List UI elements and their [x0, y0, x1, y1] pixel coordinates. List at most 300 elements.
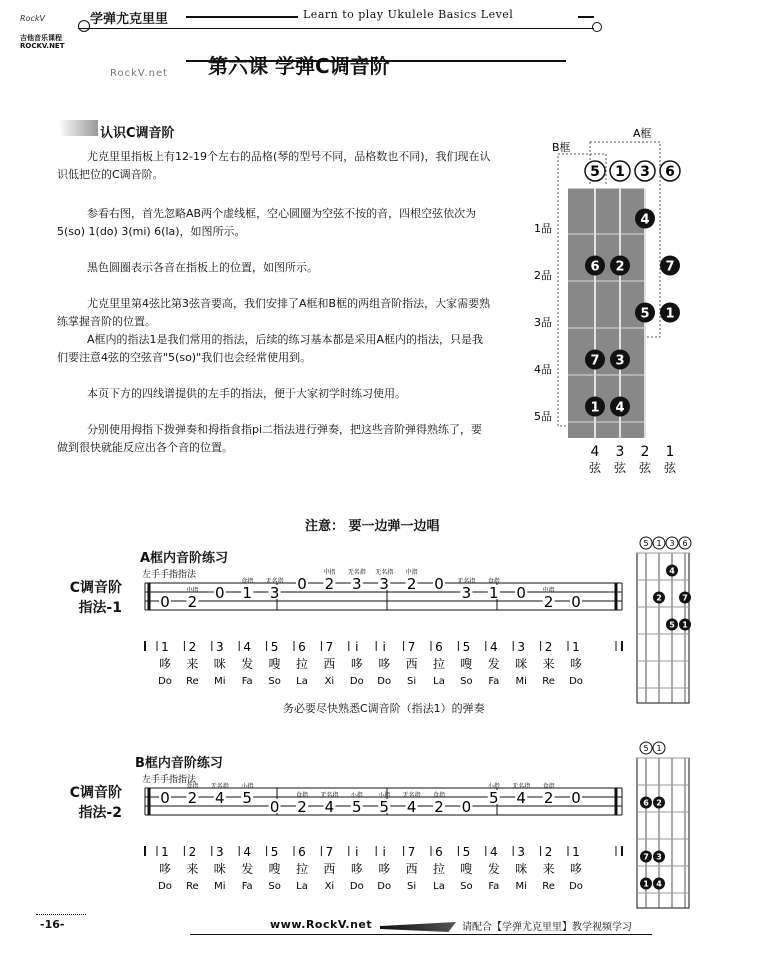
- mini-note-dot: [666, 565, 678, 577]
- chinese-syllable: 拉: [432, 862, 446, 876]
- solfa-number: 5: [462, 845, 471, 859]
- note-dot-label: 2: [615, 259, 625, 275]
- solfa-number: 7: [325, 845, 334, 859]
- note-dot-label: 5: [640, 306, 650, 322]
- mini-note-label: 7: [643, 852, 649, 862]
- exercise-a-label: [50, 578, 122, 618]
- exercise-a-label-2: 指法-1: [78, 600, 122, 616]
- solfa-number: 1: [572, 640, 580, 654]
- note-dot: [585, 397, 605, 417]
- mini-note-label: 4: [656, 879, 662, 889]
- solfa-number: 7: [407, 640, 416, 654]
- tab-fret-number: 3: [379, 575, 389, 593]
- tab-note: [406, 568, 418, 593]
- mini-open-marker: [653, 742, 665, 754]
- tab-note: [403, 791, 421, 816]
- finger-label: 小指: [378, 792, 391, 799]
- solfege-syllable: So: [268, 881, 281, 892]
- tab-fret-number: 0: [434, 575, 444, 593]
- chinese-syllable: 来: [186, 657, 199, 671]
- finger-label: 食指: [487, 578, 500, 585]
- finger-label: 食指: [295, 792, 309, 799]
- fret-label: 1品: [534, 222, 552, 235]
- solfa-number: i: [355, 640, 359, 654]
- open-string-label: 3: [640, 164, 650, 180]
- site-label: [20, 34, 65, 50]
- tab-fret-number: 5: [242, 789, 252, 807]
- solfege-syllable: Si: [407, 676, 417, 687]
- tab-fret-number: 0: [160, 789, 170, 807]
- paragraph-3: 黑色圆圈表示各音在指板上的位置，如图所示。: [87, 261, 318, 274]
- chinese-syllable: 拉: [295, 657, 309, 671]
- solfa-number: 7: [407, 845, 416, 859]
- exercise-b-label: [50, 783, 122, 823]
- note-dot-label: 1: [665, 306, 675, 322]
- finger-label: 无名指: [375, 569, 394, 576]
- solfege-syllable: So: [268, 676, 281, 687]
- solfege-syllable: Do: [158, 881, 172, 892]
- tab-note: [186, 586, 198, 611]
- tab-fret-number: 2: [434, 798, 444, 816]
- tab-note: [433, 791, 445, 816]
- finger-label: 无名指: [402, 792, 421, 799]
- string-word: 弦: [588, 461, 602, 475]
- chinese-syllable: 来: [542, 657, 555, 671]
- finger-label: 食指: [542, 783, 555, 790]
- solfa-number: 4: [489, 845, 498, 859]
- tab-fret-number: 3: [352, 575, 362, 593]
- header-rule-3: [78, 28, 594, 29]
- mini-open-marker: [640, 742, 652, 754]
- solfege-syllable: Do: [349, 881, 364, 892]
- tab-fret-number: 2: [297, 798, 307, 816]
- solfa-number: 6: [298, 845, 306, 859]
- mini-note-dot: [653, 851, 665, 863]
- finger-label: 食指: [432, 792, 446, 799]
- solfa-number: 3: [517, 845, 526, 859]
- solfa-number: 2: [544, 640, 553, 654]
- finger-label: 无名指: [210, 783, 229, 790]
- string-word: 弦: [638, 461, 652, 475]
- tab-fret-number: 2: [187, 593, 198, 611]
- finger-label: 小指: [241, 783, 254, 790]
- exercise-b-tab: [130, 770, 630, 895]
- paragraph-2: 参看右图，首先忽略AB两个虚线框，空心圆圈为空弦不按的音，四根空弦依次为 5(so) 1(do) 3(mi) 6(la)，如图所示。: [57, 207, 477, 238]
- note-dot-label: 6: [590, 259, 600, 275]
- solfege-syllable: So: [460, 881, 473, 892]
- tab-fret-number: 3: [461, 584, 472, 602]
- note-dot-label: 4: [615, 400, 625, 416]
- tab-fret-number: 5: [352, 798, 362, 816]
- solfege-syllable: Fa: [241, 881, 253, 892]
- tab-note: [320, 791, 338, 816]
- exercise-a-tab: [130, 565, 630, 690]
- mini-note-dot: [679, 592, 691, 604]
- open-string-label: 5: [590, 164, 600, 180]
- mini-open-label: 6: [682, 539, 688, 548]
- chinese-syllable: 嗖: [460, 657, 473, 671]
- paragraph-1: 尤克里里指板上有12-19个左右的品格(琴的型号不同，品格数也不同)，我们现在认识低把位的C调音阶。: [57, 150, 491, 181]
- tab-note: [543, 586, 555, 611]
- mini-open-label: 5: [643, 539, 649, 548]
- mini-note-label: 7: [682, 593, 688, 603]
- tab-fret-number: 5: [379, 798, 389, 816]
- mini-note-dot: [640, 851, 652, 863]
- solfege-syllable: Xi: [324, 881, 335, 892]
- open-string-label: 1: [615, 164, 625, 180]
- solfa-number: i: [382, 845, 386, 859]
- mini-open-label: 5: [643, 744, 649, 753]
- solfege-syllable: Fa: [488, 881, 500, 892]
- mini-note-dot: [653, 592, 665, 604]
- book-title: 学弹尤克里里: [90, 12, 169, 27]
- exercise-b-label-2: 指法-2: [78, 805, 122, 821]
- solfege-syllable: Re: [186, 881, 199, 892]
- site-label-cn: 吉他音乐课程: [20, 34, 62, 42]
- tab-note: [512, 782, 530, 807]
- solfege-syllable: Mi: [515, 676, 527, 687]
- solfa-number: 1: [161, 845, 169, 859]
- mini-note-label: 2: [656, 798, 662, 808]
- solfege-syllable: So: [460, 676, 473, 687]
- chinese-syllable: 咪: [213, 862, 226, 876]
- chinese-syllable: 发: [241, 657, 254, 671]
- exercise-a-title: A框内音阶练习: [140, 551, 229, 566]
- header-rule-2: [578, 16, 594, 18]
- tab-note: [186, 782, 198, 807]
- note-dot-label: 4: [640, 212, 650, 228]
- solfa-number: 5: [462, 640, 471, 654]
- finger-label: 中指: [405, 569, 418, 576]
- tab-note: [159, 593, 171, 611]
- tab-fret-number: 4: [324, 798, 335, 816]
- mini-note-dot: [640, 797, 652, 809]
- mini-open-marker: [640, 537, 652, 549]
- site-label-en: ROCKV.NET: [20, 42, 65, 50]
- chinese-syllable: 哆: [158, 657, 172, 671]
- solfege-syllable: Re: [542, 676, 555, 687]
- exercise-a-label-1: C调音阶: [69, 580, 122, 596]
- note-dot: [610, 256, 630, 276]
- tab-fret-number: 4: [516, 789, 526, 807]
- tab-note: [515, 584, 527, 602]
- chinese-syllable: 来: [186, 862, 199, 876]
- solfege-syllable: Do: [569, 676, 583, 687]
- tab-note: [351, 791, 363, 816]
- finger-label: 无名指: [512, 783, 531, 790]
- tab-note: [323, 568, 335, 593]
- solfege-syllable: Mi: [214, 881, 226, 892]
- finger-label: 食指: [186, 783, 199, 790]
- chinese-syllable: 哆: [350, 862, 363, 876]
- mini-note-dot: [640, 878, 652, 890]
- finger-label: 无名指: [347, 569, 366, 576]
- tab-note: [378, 791, 390, 816]
- tab-note: [488, 577, 500, 602]
- tab-fret-number: 2: [324, 575, 335, 593]
- chinese-syllable: 发: [241, 862, 254, 876]
- solfege-syllable: La: [296, 676, 308, 687]
- finger-label: 无名指: [320, 792, 339, 799]
- mini-open-marker: [653, 537, 665, 549]
- chinese-syllable: 发: [487, 657, 500, 671]
- chinese-syllable: 咪: [515, 862, 528, 876]
- tab-fret-number: 2: [187, 789, 198, 807]
- tab-fret-number: 3: [269, 584, 280, 602]
- solfege-syllable: Do: [158, 676, 172, 687]
- tab-note: [269, 798, 281, 816]
- lesson-title: 第六课 学弹C调音阶: [208, 54, 390, 78]
- chinese-syllable: 嗖: [268, 862, 281, 876]
- exercise-b-title: B框内音阶练习: [135, 756, 223, 771]
- chinese-syllable: 哆: [378, 862, 391, 876]
- tab-note: [211, 782, 229, 807]
- fretboard-diagram: [530, 125, 677, 480]
- header-rule-1: [186, 16, 298, 18]
- mini-note-dot: [679, 619, 691, 631]
- chinese-syllable: 拉: [432, 657, 446, 671]
- chinese-syllable: 咪: [515, 657, 528, 671]
- paragraph-6: 本页下方的四线谱提供的左手的指法，便于大家初学时练习使用。: [87, 387, 406, 400]
- section-heading: 认识C调音阶: [100, 126, 175, 141]
- mini-open-marker: [679, 537, 691, 549]
- section-marker: [58, 120, 98, 136]
- tab-note: [241, 577, 253, 602]
- note-dot: [585, 256, 605, 276]
- tab-fret-number: 2: [543, 593, 554, 611]
- tab-fret-number: 1: [489, 584, 499, 602]
- logo-mark: RockV: [20, 14, 45, 23]
- string-number: 2: [640, 444, 650, 460]
- tab-note: [348, 568, 366, 593]
- tab-fret-number: 0: [160, 593, 170, 611]
- tab-note: [488, 782, 500, 807]
- tab-note: [457, 577, 475, 602]
- mini-open-label: 3: [669, 539, 675, 548]
- exercise-b-mini-fretboard: [630, 740, 690, 910]
- exercise-a-mini-fretboard: [630, 535, 690, 705]
- tab-fret-number: 0: [516, 584, 526, 602]
- tab-note: [460, 798, 472, 816]
- solfa-number: 2: [188, 845, 197, 859]
- mini-note-dot: [666, 619, 678, 631]
- mini-note-label: 6: [643, 798, 649, 808]
- box-a-label: A框: [633, 127, 652, 140]
- finger-label: 食指: [241, 578, 254, 585]
- note-dot: [635, 209, 655, 229]
- open-string-marker: [635, 161, 655, 181]
- note-dot: [610, 397, 630, 417]
- solfege-syllable: La: [433, 881, 445, 892]
- fret-label: 2品: [534, 269, 552, 282]
- chinese-syllable: 嗖: [268, 657, 281, 671]
- solfa-number: 5: [270, 640, 279, 654]
- finger-label: 小指: [487, 783, 500, 790]
- open-string-marker: [585, 161, 605, 181]
- open-string-marker: [660, 161, 680, 181]
- solfege-syllable: Do: [377, 676, 392, 687]
- paragraph-7: 分别使用拇指下拨弹奏和拇指食指pi二指法进行弹奏，把这些音阶弹得熟练了，要做到很快就能反应出各个音的位置。: [57, 423, 483, 454]
- header-ornament-right: [592, 22, 602, 32]
- note-heading: 注意： 要一边弹一边唱: [305, 519, 440, 534]
- chinese-syllable: 哆: [350, 657, 363, 671]
- fret-label: 3品: [534, 316, 552, 329]
- mini-note-label: 2: [656, 593, 662, 603]
- chinese-syllable: 哆: [378, 657, 391, 671]
- header-ornament-left: [78, 20, 90, 32]
- box-b-label: B框: [552, 141, 571, 154]
- solfa-number: 5: [270, 845, 279, 859]
- tab-fret-number: 0: [297, 575, 307, 593]
- solfa-number: 6: [435, 640, 443, 654]
- solfege-syllable: Do: [569, 881, 583, 892]
- note-dot-label: 1: [590, 400, 600, 416]
- footer-note: 请配合【学弹尤克里里】教学视频学习: [462, 922, 632, 933]
- mini-note-label: 1: [643, 879, 649, 889]
- solfege-syllable: Fa: [488, 676, 500, 687]
- string-word: 弦: [663, 461, 677, 475]
- finger-heading: 左手手指指法: [142, 775, 197, 785]
- finger-heading: 左手手指指法: [142, 570, 197, 580]
- footer-rule: [190, 934, 652, 935]
- finger-label: 中指: [542, 587, 555, 594]
- solfege-syllable: Fa: [241, 676, 253, 687]
- solfa-number: 4: [243, 640, 252, 654]
- mini-note-dot: [653, 878, 665, 890]
- tab-note: [214, 584, 226, 602]
- solfa-number: i: [355, 845, 359, 859]
- open-string-marker: [610, 161, 630, 181]
- tab-fret-number: 0: [461, 798, 472, 816]
- chinese-syllable: 发: [487, 862, 500, 876]
- string-number: 4: [590, 444, 600, 460]
- open-string-label: 6: [665, 164, 675, 180]
- note-dot: [660, 256, 680, 276]
- solfege-syllable: Mi: [515, 881, 527, 892]
- note-dot: [660, 303, 680, 323]
- footer-site: www.RockV.net: [270, 918, 373, 931]
- tab-fret-number: 0: [269, 798, 280, 816]
- exercise-b-label-1: C调音阶: [69, 785, 122, 801]
- note-dot: [585, 350, 605, 370]
- solfa-number: 6: [435, 845, 443, 859]
- tab-fret-number: 2: [543, 789, 554, 807]
- mini-note-label: 5: [669, 620, 675, 630]
- solfa-number: 2: [544, 845, 553, 859]
- chinese-syllable: 西: [323, 862, 336, 876]
- mini-open-label: 1: [656, 539, 662, 548]
- mini-open-label: 1: [656, 744, 662, 753]
- paragraph-4: 尤克里里第4弦比第3弦音要高，我们安排了A框和B框的两组音阶指法，大家需要熟练掌握音阶的位置。: [57, 297, 491, 328]
- mini-note-label: 3: [656, 852, 662, 862]
- finger-label: 小指: [350, 792, 363, 799]
- tab-note: [570, 789, 582, 807]
- paragraph-5: A框内的指法1是我们常用的指法，后续的练习基本都是采用A框内的指法，只是我们要注意4弦的空弦音"5(so)"我们也会经常使用到。: [57, 333, 484, 364]
- chinese-syllable: 哆: [569, 862, 583, 876]
- note-dot-label: 7: [590, 353, 600, 369]
- solfege-syllable: La: [433, 676, 445, 687]
- solfa-number: 4: [489, 640, 498, 654]
- chinese-syllable: 西: [405, 862, 418, 876]
- solfa-number: 1: [572, 845, 580, 859]
- tab-fret-number: 5: [489, 789, 499, 807]
- string-word: 弦: [613, 461, 627, 475]
- watermark: RockV.net: [110, 68, 169, 79]
- page-number: -16-: [40, 918, 65, 931]
- chinese-syllable: 拉: [295, 862, 309, 876]
- solfege-syllable: Xi: [324, 676, 335, 687]
- tab-fret-number: 2: [406, 575, 417, 593]
- page-number-rule: [36, 914, 86, 915]
- tab-note: [570, 593, 582, 611]
- solfa-number: i: [382, 640, 386, 654]
- chinese-syllable: 来: [542, 862, 555, 876]
- tab-fret-number: 4: [406, 798, 417, 816]
- tab-fret-number: 0: [571, 593, 581, 611]
- footer-brush: [380, 922, 456, 932]
- solfa-number: 7: [325, 640, 334, 654]
- book-subtitle: Learn to play Ukulele Basics Level: [303, 8, 514, 21]
- mini-open-marker: [666, 537, 678, 549]
- fret-label: 4品: [534, 363, 552, 376]
- finger-label: 无名指: [265, 578, 284, 585]
- exercise-a-caption: 务必要尽快熟悉C调音阶（指法1）的弹奏: [283, 702, 485, 715]
- tab-fret-number: 1: [242, 584, 252, 602]
- note-dot: [635, 303, 655, 323]
- solfege-syllable: Do: [377, 881, 392, 892]
- tab-note: [266, 577, 284, 602]
- chinese-syllable: 哆: [158, 862, 172, 876]
- solfa-number: 3: [517, 640, 526, 654]
- fret-label: 5品: [534, 410, 552, 423]
- tab-note: [296, 575, 308, 593]
- solfege-syllable: Re: [542, 881, 555, 892]
- mini-note-dot: [653, 797, 665, 809]
- string-number: 1: [665, 444, 675, 460]
- finger-label: 中指: [323, 569, 336, 576]
- solfa-number: 6: [298, 640, 306, 654]
- solfege-syllable: Re: [186, 676, 199, 687]
- solfege-syllable: Si: [407, 881, 417, 892]
- finger-label: 无名指: [457, 578, 476, 585]
- tab-fret-number: 0: [215, 584, 225, 602]
- tab-note: [375, 568, 393, 593]
- tab-note: [543, 782, 555, 807]
- tab-note: [241, 782, 253, 807]
- note-dot-label: 7: [665, 259, 675, 275]
- chinese-syllable: 嗖: [460, 862, 473, 876]
- tab-note: [433, 575, 445, 593]
- tab-fret-number: 4: [215, 789, 225, 807]
- solfa-number: 1: [161, 640, 169, 654]
- chinese-syllable: 哆: [569, 657, 583, 671]
- mini-note-label: 1: [682, 620, 688, 630]
- chinese-syllable: 西: [405, 657, 418, 671]
- solfa-number: 3: [215, 640, 224, 654]
- solfege-syllable: La: [296, 881, 308, 892]
- solfege-syllable: Mi: [214, 676, 226, 687]
- chinese-syllable: 咪: [213, 657, 226, 671]
- string-number: 3: [615, 444, 625, 460]
- solfa-number: 3: [215, 845, 224, 859]
- note-dot-label: 3: [615, 353, 625, 369]
- tab-note: [296, 791, 308, 816]
- mini-note-label: 4: [669, 566, 675, 576]
- finger-label: 中指: [186, 587, 199, 594]
- note-dot: [610, 350, 630, 370]
- solfa-number: 4: [243, 845, 252, 859]
- chinese-syllable: 西: [323, 657, 336, 671]
